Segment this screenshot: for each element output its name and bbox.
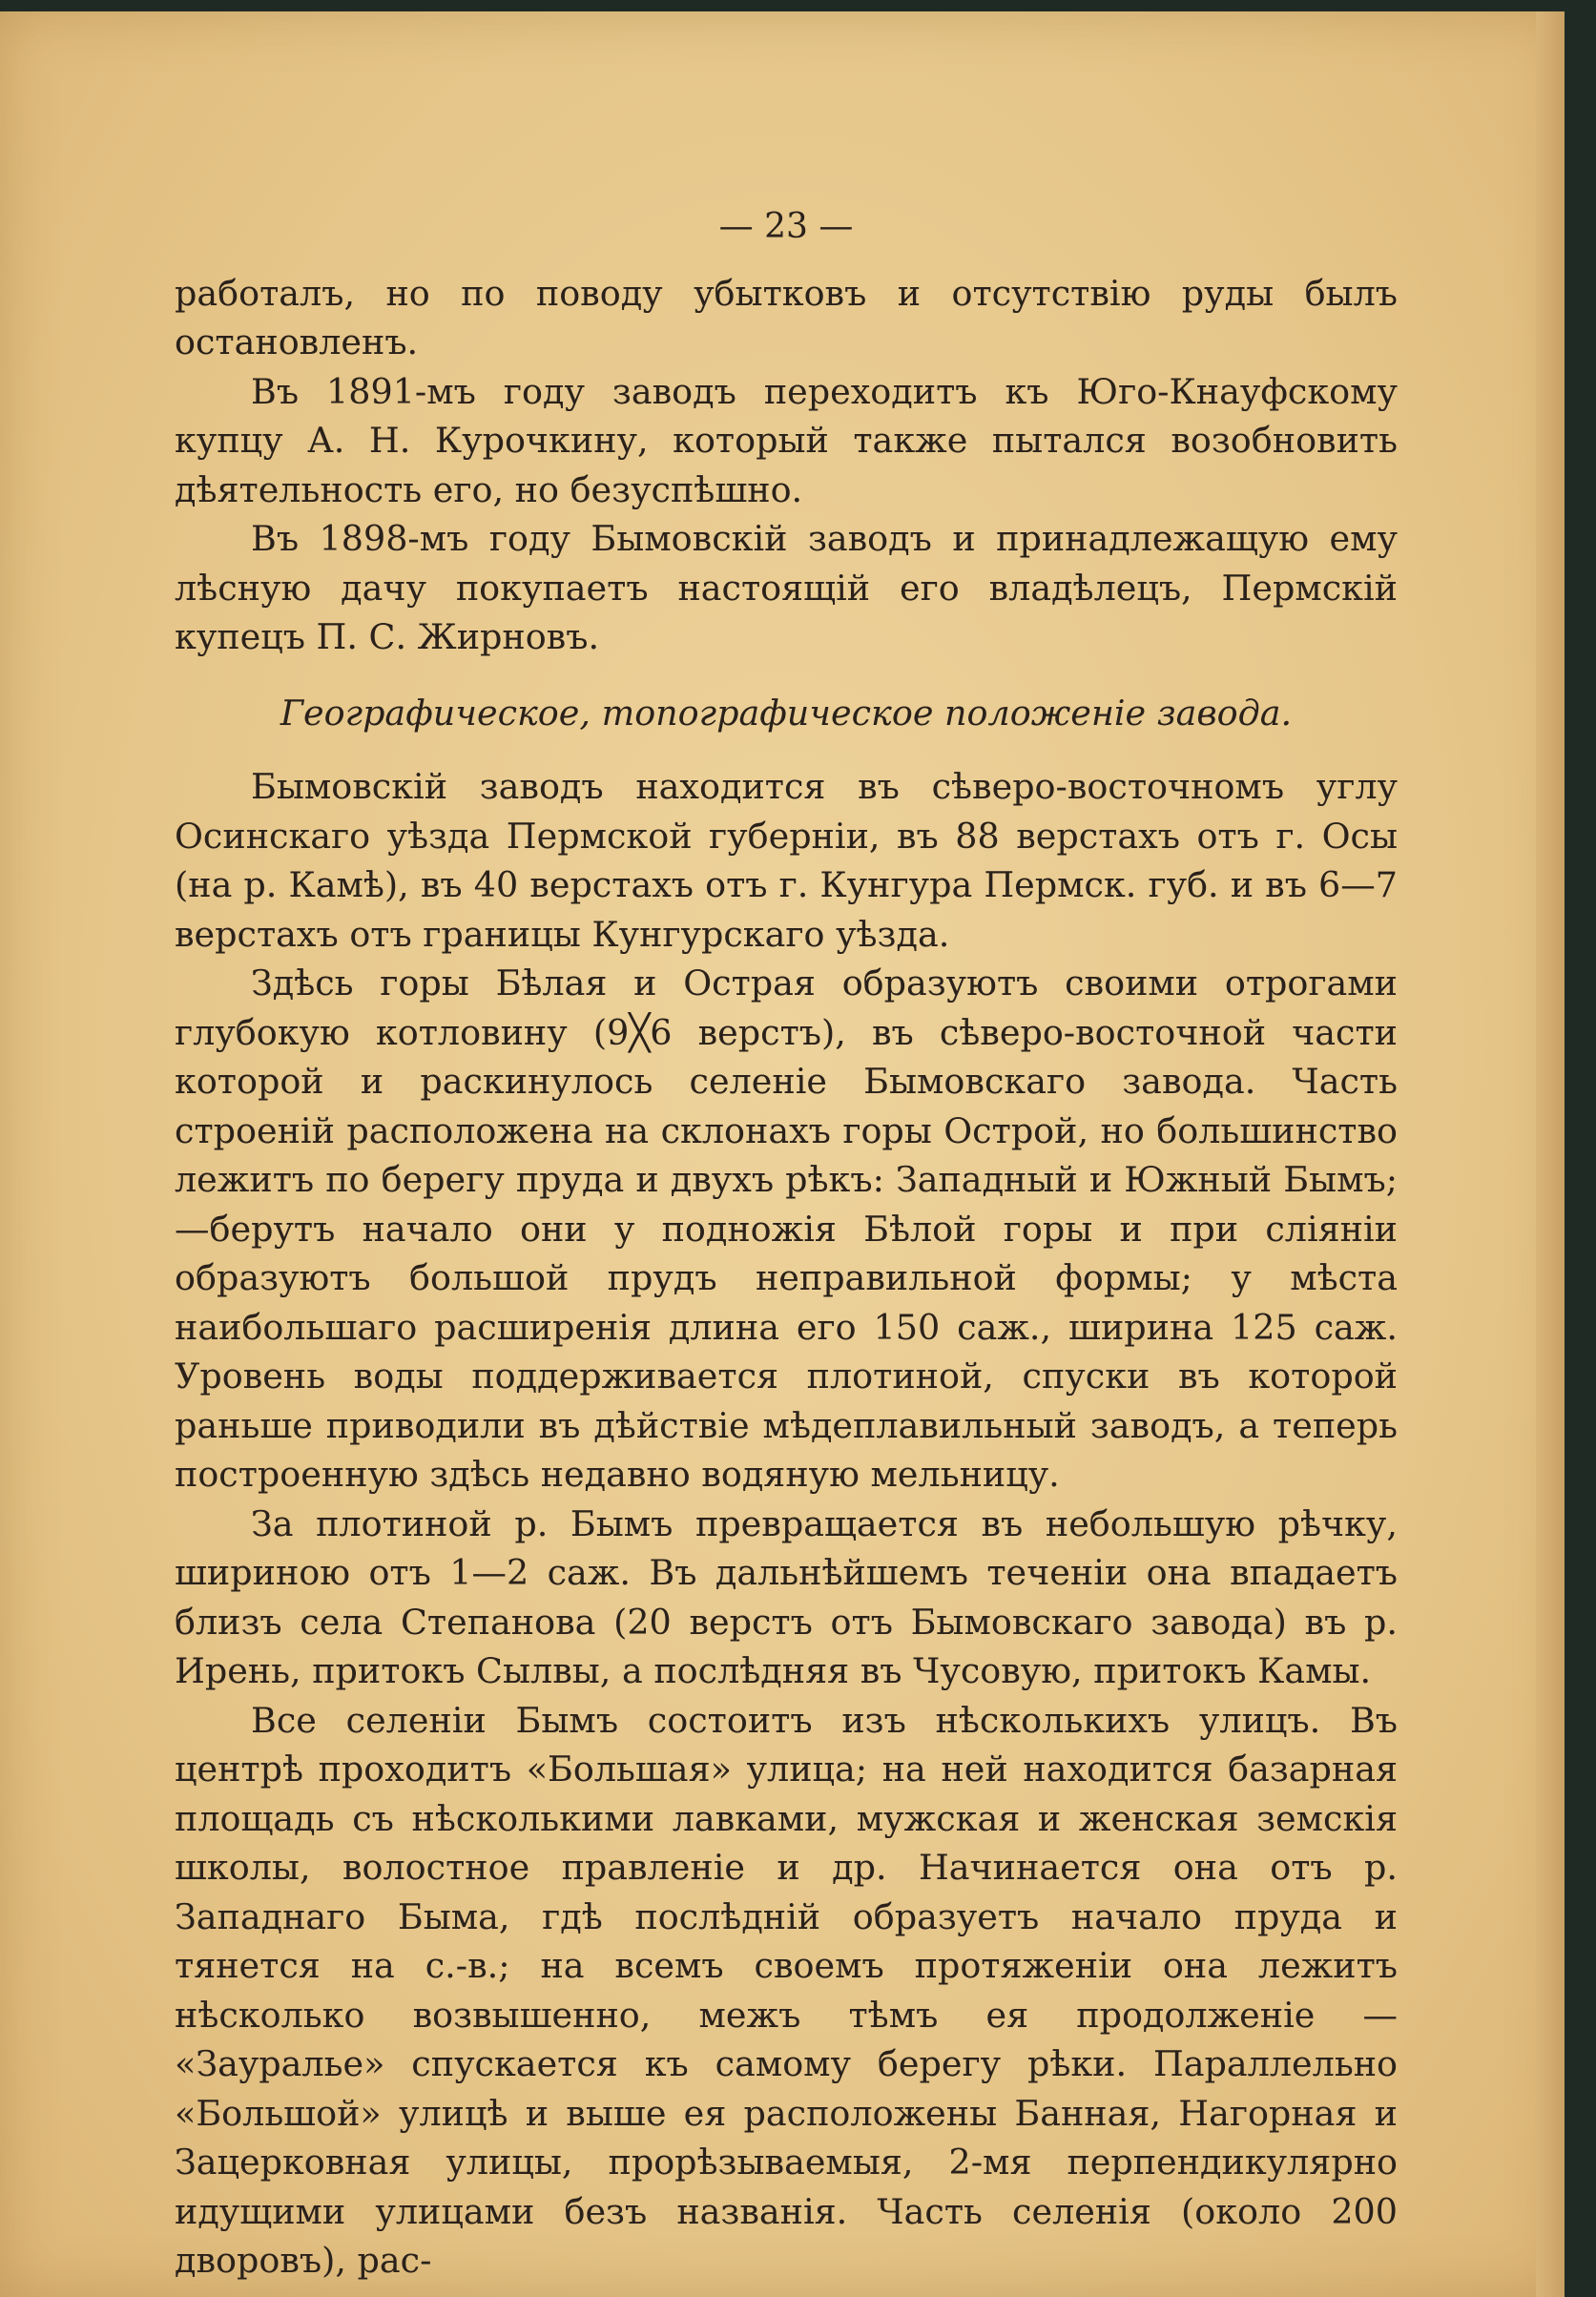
paragraph-streets: Все селеніи Бымъ состоитъ изъ нѣсколькихъ улицъ. Въ центрѣ проходитъ «Большая» улица; на ней находится базарная площадь съ нѣсколькими лавками, мужская и женская земскія школы, волостное правленіе и др. Начинается она отъ р. Западнаго Быма, гдѣ послѣдній образуетъ начало пруда и тянется на с.-в.; на всемъ своемъ протяженіи она лежитъ нѣсколько возвышенно, межъ тѣмъ ея продолженіе — «Зауралье» спускается къ самому берегу рѣки. Параллельно «Большой» улицѣ и выше ея расположены Банная, Нагорная и Зацерковная улицы, прорѣзываемыя, 2-мя перпендикулярно идущими улицами безъ названія. Часть селенія (около 200 дворовъ), рас- [175,1699,1398,2281]
text-block [175,202,1398,2286]
paragraph-mountains: Здѣсь горы Бѣлая и Острая образуютъ своими отрогами глубокую котловину (9╳6 верстъ), въ сѣверо-восточной части которой и раскинулось селеніе Бымовскаго завода. Часть строеній расположена на склонахъ горы Острой, но большинство лежитъ по берегу пруда и двухъ рѣкъ: Западный и Южный Бымъ;—берутъ начало они у подножія Бѣлой горы и при сліяніи образуютъ большой прудъ неправильной формы; у мѣста наибольшаго расширенія длина его 150 саж., ширина 125 саж. Уровень воды поддерживается плотиной, спуски въ которой раньше приводили въ дѣйствіе мѣдеплавильный заводъ, а теперь построенную здѣсь недавно водяную мельницу. [175,962,1398,1495]
page-edge [1536,11,1565,2297]
section-heading: Географическое, топографическое положеніе завода. [280,692,1293,734]
paragraph-location: Бымовскій заводъ находится въ сѣверо-восточномъ углу Осинскаго уѣзда Пермской губерніи, въ 88 верстахъ отъ г. Осы (на р. Камѣ), въ 40 верстахъ отъ г. Кунгура Пермск. губ. и въ 6—7 верстахъ отъ границы Кунгурскаго уѣзда. [175,766,1398,955]
paragraph-1891: Въ 1891-мъ году заводъ переходитъ къ Юго-Кнауфскому купцу А. Н. Курочкину, который также пытался возобновить дѣятельность его, но безуспѣшно. [175,370,1398,510]
page-number: — 23 — [718,207,854,246]
book-page [0,11,1565,2297]
paragraph-1898: Въ 1898-мъ году Бымовскій заводъ и принадлежащую ему лѣсную дачу покупаетъ настоящій его владѣлецъ, Пермскій купецъ П. С. Жирновъ. [175,518,1398,657]
paragraph-continuation: работалъ, но по поводу убытковъ и отсутствію руды былъ остановленъ. [175,272,1398,362]
paragraph-river: За плотиной р. Бымъ превращается въ небольшую рѣчку, шириною отъ 1—2 саж. Въ дальнѣйшемъ теченіи она впадаетъ близъ села Степанова (20 верстъ отъ Бымовскаго завода) въ р. Ирень, притокъ Сылвы, а послѣдняя въ Чусовую, притокъ Камы. [175,1502,1398,1691]
